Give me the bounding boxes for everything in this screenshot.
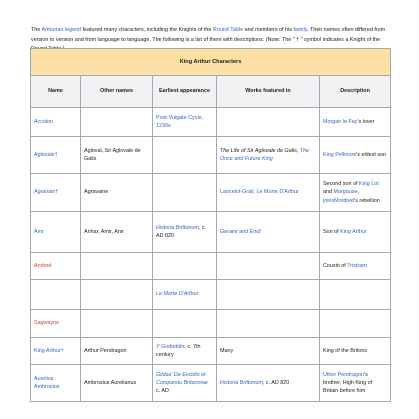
works-cell: [217, 174, 320, 212]
earliest-appearance-cell: [153, 280, 217, 310]
description-cell: [320, 212, 391, 253]
description-link[interactable]: joinsMordred: [323, 197, 355, 204]
works-cell: [217, 137, 320, 174]
earliest-appearance-link[interactable]: Y Gododdin: [156, 343, 185, 350]
description-text: Cousin of: [323, 262, 348, 269]
table-row: [31, 253, 391, 280]
description-cell: [320, 253, 391, 280]
name-cell: [31, 137, 81, 174]
character-link[interactable]: Andred: [34, 262, 52, 269]
date-text: , c. 7th century: [156, 343, 201, 358]
works-cell: Many: [217, 338, 320, 365]
other-names-cell: Arthur Pendragon: [81, 338, 153, 365]
character-link[interactable]: Aurelius Ambrosius: [34, 375, 60, 390]
character-link[interactable]: Amr: [34, 228, 44, 235]
description-text: 's eldest son: [356, 151, 387, 158]
description-cell: [320, 174, 391, 212]
works-cell: [217, 108, 320, 137]
table-row: [31, 174, 391, 212]
description-cell: King of the Britons: [320, 338, 391, 365]
description-link[interactable]: Morgan le Fay: [323, 118, 358, 125]
work-link[interactable]: The Once and Future King: [220, 147, 310, 162]
works-cell: [217, 310, 320, 338]
intro-text: The: [31, 27, 42, 34]
other-names-cell: Agloval, Sir Aglovale de Galis: [81, 137, 153, 174]
earliest-appearance-cell: [153, 108, 217, 137]
description-cell: [320, 108, 391, 137]
table-row: [31, 137, 391, 174]
description-link[interactable]: Tristram: [347, 262, 367, 269]
description-link[interactable]: King Lot: [358, 181, 379, 188]
name-cell: [31, 253, 81, 280]
description-cell: [320, 137, 391, 174]
earliest-appearance-cell: [153, 137, 217, 174]
works-cell: [217, 253, 320, 280]
table-caption-row: [31, 49, 391, 76]
table-caption: King Arthur Characters: [31, 49, 391, 76]
table-row: [31, 280, 391, 310]
name-cell: [31, 338, 81, 365]
date-text: c. AD: [156, 388, 169, 395]
description-text: Second son of: [323, 181, 359, 188]
column-header-name[interactable]: Name: [31, 76, 81, 108]
other-names-cell: [81, 253, 153, 280]
table-row: [31, 365, 391, 402]
description-link[interactable]: King Pellinore: [323, 151, 357, 158]
arthurian-legend-link[interactable]: Arthurian legend: [41, 27, 82, 34]
works-cell: [217, 212, 320, 253]
description-text: Son of: [323, 228, 341, 235]
description-cell: [320, 365, 391, 402]
character-link[interactable]: Sagwayne: [34, 320, 60, 327]
earliest-appearance-cell: [153, 253, 217, 280]
works-cell: [217, 280, 320, 310]
round-table-link[interactable]: Round Table: [212, 27, 244, 34]
character-link[interactable]: Agravain†: [34, 189, 59, 196]
description-text: and: [323, 189, 334, 196]
intro-text: featured many characters, including the Knights of the: [81, 27, 213, 34]
character-link[interactable]: King Arthur†: [34, 347, 64, 354]
separator-text: ,: [296, 147, 300, 154]
description-link[interactable]: Uther Pendragon: [323, 371, 365, 378]
other-names-cell: [81, 310, 153, 338]
description-cell: [320, 280, 391, 310]
description-link[interactable]: Morgause: [333, 189, 358, 196]
name-cell: [31, 280, 81, 310]
date-text: , c. AD 820: [262, 379, 290, 386]
family-link[interactable]: family: [293, 27, 308, 34]
table-row: [31, 338, 391, 365]
work-link[interactable]: Geraint and Enid: [220, 228, 261, 235]
characters-table: [30, 48, 391, 402]
description-text: 's rebellion: [354, 197, 380, 204]
earliest-appearance-link[interactable]: Historia Brittonum: [156, 224, 199, 231]
work-link[interactable]: Historia Brittonum: [220, 379, 263, 386]
table-row: [31, 212, 391, 253]
column-header-earliest-appearance[interactable]: Earliest appearance: [153, 76, 217, 108]
column-header-other-names[interactable]: Other names: [81, 76, 153, 108]
other-names-cell: [81, 108, 153, 137]
date-text: , c. AD 820: [156, 224, 207, 239]
character-link[interactable]: Accolon: [34, 118, 54, 125]
earliest-appearance-cell: [153, 310, 217, 338]
earliest-appearance-link[interactable]: Le Morte D'Arthur: [156, 291, 199, 298]
earliest-appearance-link[interactable]: Post-Vulgate Cycle, 1230s: [156, 114, 204, 129]
table-row: [31, 108, 391, 137]
intro-text: and members of his: [243, 27, 294, 34]
earliest-appearance-link[interactable]: Gildas' De Excidio et Conquestu Britanniae: [156, 371, 208, 386]
description-cell: [320, 310, 391, 338]
description-text: 's brother, High King of Britain before him: [323, 371, 373, 395]
intro-text: . Their names often differed from version to version and from language to language. The following is a list of them with descriptions. (Note: The " † " symbol indicates a Knight of the: [31, 27, 386, 43]
name-cell: [31, 108, 81, 137]
other-names-cell: Ambrosius Aurelianus: [81, 365, 153, 402]
name-cell: [31, 212, 81, 253]
earliest-appearance-cell: [153, 338, 217, 365]
earliest-appearance-cell: [153, 212, 217, 253]
table-header-row: [31, 76, 391, 108]
earliest-appearance-cell: [153, 174, 217, 212]
name-cell: [31, 174, 81, 212]
work-link[interactable]: Lancelot-Grail, Le Morte D'Arthur: [220, 189, 299, 196]
name-cell: [31, 310, 81, 338]
table-row: [31, 310, 391, 338]
work-title: The Life of Sir Aglovale de Galis: [220, 147, 297, 154]
works-cell: [217, 365, 320, 402]
other-names-cell: Anhar, Amir, Anir: [81, 212, 153, 253]
column-header-works-featured-in[interactable]: Works featured in: [217, 76, 320, 108]
other-names-cell: Agravaine: [81, 174, 153, 212]
earliest-appearance-cell: [153, 365, 217, 402]
character-link[interactable]: Aglovale†: [34, 151, 58, 158]
description-text: ,: [357, 189, 359, 196]
name-cell: [31, 365, 81, 402]
description-text: 's lover: [357, 118, 375, 125]
description-link[interactable]: King Arthur: [340, 228, 367, 235]
other-names-cell: [81, 280, 153, 310]
column-header-description[interactable]: Description: [320, 76, 391, 108]
